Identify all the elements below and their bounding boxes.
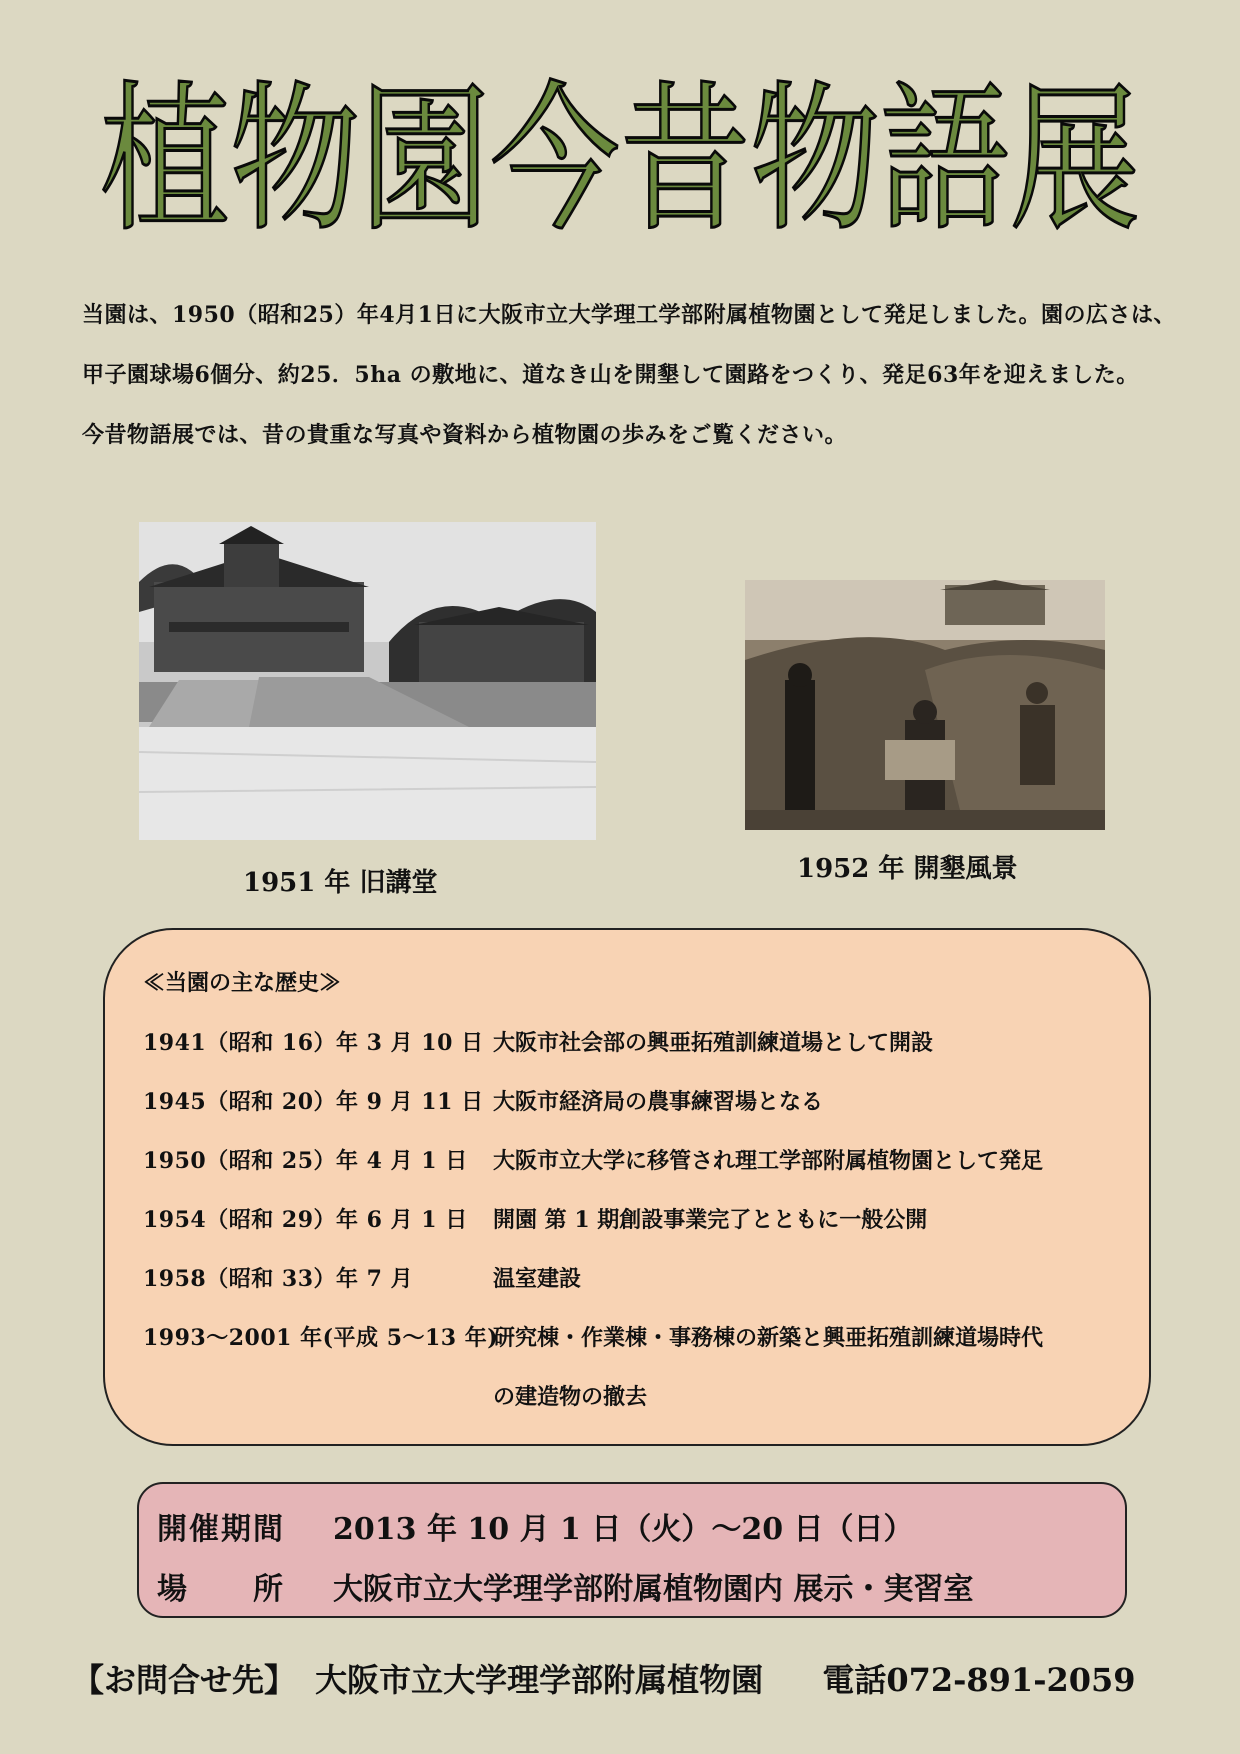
history-desc: 大阪市社会部の興亜拓殖訓練道場として開設 [493, 1030, 934, 1056]
land-clearing-caption: 1952 年 開墾風景 [797, 854, 1018, 884]
intro-line-3: 今昔物語展では、昔の貴重な写真や資料から植物園の歩みをご覧ください。 [82, 422, 848, 448]
period-value: 2013 年 10 月 1 日（火）～20 日（日） [333, 1512, 914, 1547]
history-box [103, 928, 1151, 1446]
title-graphic [0, 50, 1240, 250]
history-desc: 大阪市立大学に移管され理工学部附属植物園として発足 [493, 1148, 1044, 1174]
history-desc: 研究棟・作業棟・事務棟の新築と興亜拓殖訓練道場時代 [493, 1325, 1044, 1351]
contact-phone: 電話072-891-2059 [822, 1661, 1136, 1699]
intro-text [82, 300, 1182, 480]
history-date: 1941（昭和 16）年 3 月 10 日 [143, 1030, 484, 1056]
place-label: 場 所 [157, 1572, 285, 1607]
history-desc: 温室建設 [493, 1266, 582, 1292]
history-desc: 大阪市経済局の農事練習場となる [493, 1089, 824, 1115]
place-value: 大阪市立大学理学部附属植物園内 展示・実習室 [333, 1572, 974, 1607]
contact-line [72, 1655, 1144, 1701]
title-text: 植物園今昔物語展 [100, 66, 1140, 250]
history-date: 1958（昭和 33）年 7 月 [143, 1266, 414, 1292]
contact-label: 【お問合せ先】 [72, 1661, 297, 1699]
contact-name: 大阪市立大学理学部附属植物園 [315, 1661, 764, 1699]
period-label: 開催期間 [157, 1512, 285, 1547]
old-auditorium-photo [139, 522, 596, 840]
history-desc: の建造物の撤去 [493, 1384, 648, 1410]
history-heading: ≪当園の主な歴史≫ [143, 970, 342, 996]
intro-line-1: 当園は、1950（昭和25）年4月1日に大阪市立大学理工学部附属植物園として発足しました。園の広さは、 [82, 302, 1176, 328]
history-date: 1950（昭和 25）年 4 月 1 日 [143, 1148, 468, 1174]
history-date: 1993～2001 年(平成 5～13 年) [143, 1325, 499, 1351]
old-auditorium-caption: 1951 年 旧講堂 [243, 868, 438, 898]
event-info-box [137, 1482, 1127, 1618]
poster-title [0, 50, 1240, 250]
history-date: 1954（昭和 29）年 6 月 1 日 [143, 1207, 468, 1233]
history-date: 1945（昭和 20）年 9 月 11 日 [143, 1089, 484, 1115]
intro-line-2: 甲子園球場6個分、約25．5ha の敷地に、道なき山を開墾して園路をつくり、発足63年を迎えました。 [82, 362, 1139, 388]
land-clearing-photo [745, 580, 1105, 830]
history-desc: 開園 第 1 期創設事業完了とともに一般公開 [493, 1207, 928, 1233]
